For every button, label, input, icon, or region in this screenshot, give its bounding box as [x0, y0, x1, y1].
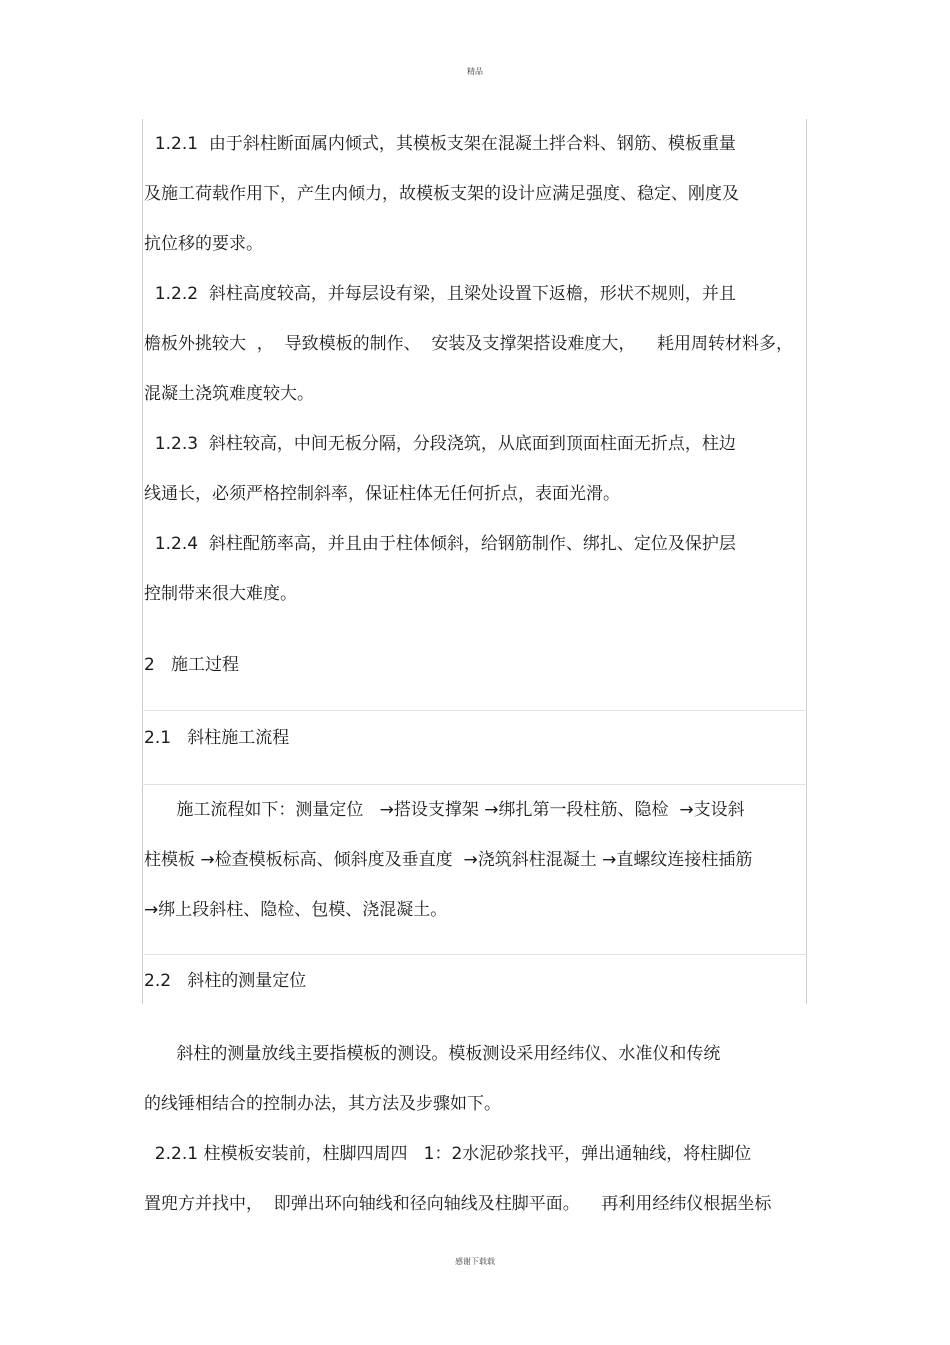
text-line: 2.2.1 柱模板安装前，柱脚四周四 1：2水泥砂浆找平，弹出通轴线，将柱脚位 — [144, 1144, 752, 1164]
subsection-heading: 2.1 斜柱施工流程 — [144, 728, 290, 748]
subsection-heading: 2.2 斜柱的测量定位 — [144, 971, 307, 991]
text-line: 1.2.1 由于斜柱断面属内倾式，其模板支架在混凝土拌合料、钢筋、模板重量 — [144, 134, 736, 154]
text-line: 1.2.4 斜柱配筋率高，并且由于柱体倾斜，给钢筋制作、绑扎、定位及保护层 — [144, 534, 736, 554]
frame-left-line — [142, 119, 143, 1004]
page-footer: 感谢下载载 — [455, 1257, 495, 1266]
text-line: 斜柱的测量放线主要指模板的测设。模板测设采用经纬仪、水准仪和传统 — [144, 1044, 721, 1064]
text-line: 1.2.3 斜柱较高，中间无板分隔，分段浇筑，从底面到顶面柱面无折点，柱边 — [144, 434, 736, 454]
row-divider — [142, 954, 807, 955]
text-line: 控制带来很大难度。 — [144, 584, 297, 604]
text-line: 及施工荷载作用下，产生内倾力，故模板支架的设计应满足强度、稳定、刚度及 — [144, 184, 739, 204]
text-line: 1.2.2 斜柱高度较高，并每层设有梁，且梁处设置下返檐，形状不规则，并且 — [144, 284, 736, 304]
text-line: 混凝土浇筑难度较大。 — [144, 384, 314, 404]
frame-right-line — [806, 119, 807, 1004]
text-line: 施工流程如下：测量定位 →搭设支撑架 →绑扎第一段柱筋、隐检 →支设斜 — [144, 800, 745, 820]
text-line: 柱模板 →检查模板标高、倾斜度及垂直度 →浇筑斜柱混凝土 →直螺纹连接柱插筋 — [144, 850, 753, 870]
row-divider — [142, 784, 807, 785]
text-line: 线通长，必须严格控制斜率，保证柱体无任何折点，表面光滑。 — [144, 484, 620, 504]
row-divider — [142, 710, 807, 711]
page-header: 精品 — [467, 67, 483, 76]
text-line: →绑上段斜柱、隐检、包模、浇混凝土。 — [144, 900, 448, 920]
text-line: 檐板外挑较大 ， 导致模板的制作、 安装及支撑架搭设难度大， 耗用周转材料多， — [144, 334, 794, 354]
section-heading: 2 施工过程 — [144, 655, 240, 675]
text-line: 抗位移的要求。 — [144, 234, 263, 254]
text-line: 置兜方并找中， 即弹出环向轴线和径向轴线及柱脚平面。 再利用经纬仪根据坐标 — [144, 1194, 772, 1214]
text-line: 的线锤相结合的控制办法，其方法及步骤如下。 — [144, 1094, 501, 1114]
